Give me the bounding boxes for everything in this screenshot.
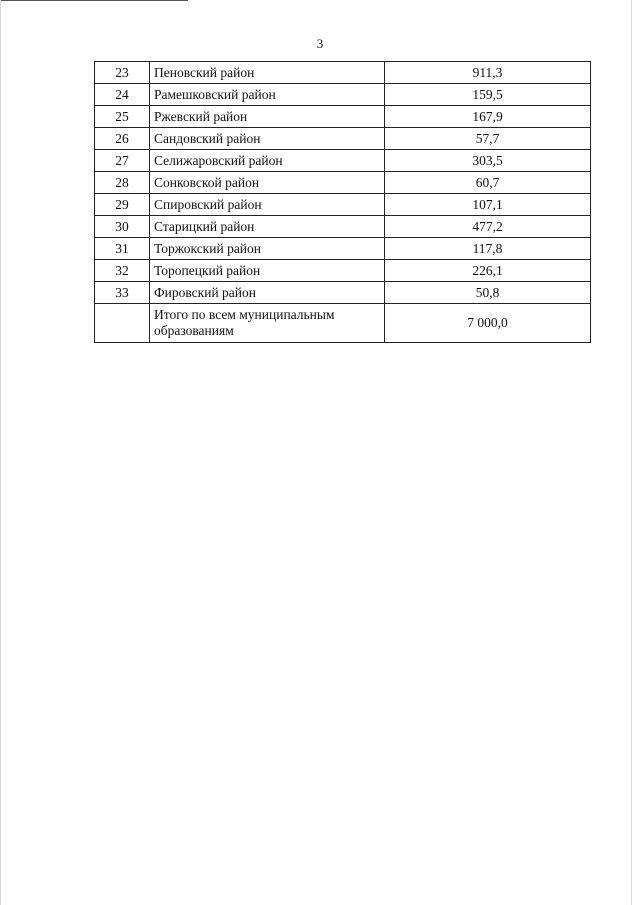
row-value: 60,7 — [385, 172, 591, 194]
table-row — [95, 238, 591, 260]
row-value: 303,5 — [385, 150, 591, 172]
table-body — [95, 62, 591, 343]
row-value: 477,2 — [385, 216, 591, 238]
row-value: 159,5 — [385, 84, 591, 106]
table-row — [95, 84, 591, 106]
row-district-name: Фировский район — [150, 282, 385, 304]
row-number: 29 — [95, 194, 150, 216]
row-district-name: Ржевский район — [150, 106, 385, 128]
table-row-total — [95, 304, 591, 343]
row-number: 23 — [95, 62, 150, 84]
row-number: 28 — [95, 172, 150, 194]
row-value: 50,8 — [385, 282, 591, 304]
row-number: 26 — [95, 128, 150, 150]
total-row-name-line2: образованиям — [154, 323, 234, 338]
row-number: 30 — [95, 216, 150, 238]
page-number: 3 — [316, 36, 324, 51]
row-value: 911,3 — [385, 62, 591, 84]
row-value: 107,1 — [385, 194, 591, 216]
row-value: 226,1 — [385, 260, 591, 282]
row-number: 32 — [95, 260, 150, 282]
table-row — [95, 282, 591, 304]
row-number: 24 — [95, 84, 150, 106]
row-district-name: Рамешковский район — [150, 84, 385, 106]
total-row-value: 7 000,0 — [385, 304, 591, 343]
scan-artifact-left-edge — [0, 0, 1, 905]
row-district-name: Спировский район — [150, 194, 385, 216]
row-number: 33 — [95, 282, 150, 304]
row-district-name: Торопецкий район — [150, 260, 385, 282]
row-value: 117,8 — [385, 238, 591, 260]
table-row — [95, 150, 591, 172]
table-row — [95, 194, 591, 216]
municipal-allocation-table — [94, 61, 591, 343]
row-district-name: Сандовский район — [150, 128, 385, 150]
table-row — [95, 62, 591, 84]
table-row — [95, 260, 591, 282]
row-district-name: Старицкий район — [150, 216, 385, 238]
row-value: 57,7 — [385, 128, 591, 150]
total-row-number — [95, 304, 150, 343]
table-row — [95, 128, 591, 150]
row-value: 167,9 — [385, 106, 591, 128]
table-row — [95, 106, 591, 128]
row-number: 25 — [95, 106, 150, 128]
row-district-name: Сонковской район — [150, 172, 385, 194]
row-district-name: Торжокский район — [150, 238, 385, 260]
table-row — [95, 172, 591, 194]
scan-artifact-right-edge — [631, 0, 632, 905]
total-row-name-line1: Итого по всем муниципальным — [154, 307, 335, 322]
row-district-name: Селижаровский район — [150, 150, 385, 172]
total-row-name — [150, 304, 385, 343]
row-number: 31 — [95, 238, 150, 260]
row-district-name: Пеновский район — [150, 62, 385, 84]
table-row — [95, 216, 591, 238]
row-number: 27 — [95, 150, 150, 172]
scan-artifact-top-line — [0, 0, 188, 1]
